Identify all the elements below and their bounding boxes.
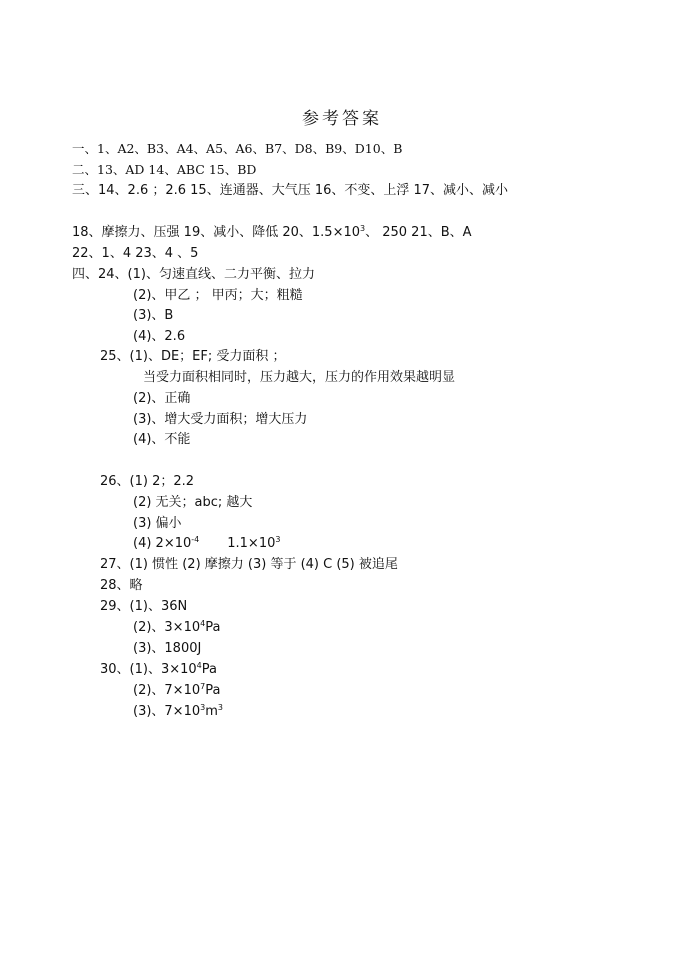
answer-22-23: 22、1、4 23、4 、5 [72, 246, 199, 261]
exponent: 3 [200, 703, 206, 712]
answer-30-2-text: (2)、7×10 [133, 683, 201, 698]
answer-24-4: (4)、2.6 [133, 329, 186, 344]
answer-30-1-text: 30、(1)、3×10 [100, 662, 197, 677]
answer-25-1: 25、(1)、DE；EF; 受力面积 ； [100, 349, 286, 364]
page-title: 参考答案 [302, 109, 382, 129]
answer-25-3: (3)、增大受力面积；增大压力 [133, 412, 308, 427]
answer-30-1 [100, 661, 217, 679]
exponent: 3 [217, 703, 223, 712]
exponent: 3 [275, 535, 281, 544]
unit-text: m [205, 704, 218, 719]
answer-30-2 [133, 682, 220, 700]
exponent: 4 [200, 619, 206, 628]
answer-24-3: (3)、B [133, 308, 174, 323]
answer-25-2: (2)、正确 [133, 391, 191, 406]
answer-29-2 [133, 619, 220, 637]
exponent: 3 [360, 224, 366, 233]
unit-text: Pa [201, 662, 217, 677]
answer-26-4-b: 1.1×10 [227, 536, 276, 551]
exponent: 7 [200, 682, 206, 691]
answer-29-2-text: (2)、3×10 [133, 620, 201, 635]
answer-18-20-text: 18、摩擦力、压强 19、减小、降低 20、1.5×10 [72, 225, 360, 240]
answer-29-3: (3)、1800J [133, 641, 202, 656]
answer-27: 27、(1) 惯性 (2) 摩擦力 (3) 等于 (4) C (5) 被追尾 [100, 557, 398, 572]
answer-section-2: 二、13、AD 14、ABC 15、BD [72, 162, 257, 177]
exponent: -4 [191, 535, 200, 544]
answer-26-1: 26、(1) 2；2.2 [100, 474, 195, 489]
answer-section-1: 一、1、A2、B3、A4、A5、A6、B7、D8、B9、D10、B [72, 141, 403, 156]
exponent: 4 [196, 661, 202, 670]
answer-25-conclusion: 当受力面积相同时，压力越大，压力的作用效果越明显 [143, 370, 456, 385]
answer-26-4 [133, 535, 280, 553]
answer-30-3 [133, 703, 223, 721]
answer-26-4-a: (4) 2×10 [133, 536, 192, 551]
unit-text: Pa [205, 683, 221, 698]
answer-26-2: (2) 无关；abc; 越大 [133, 495, 253, 510]
answer-28: 28、略 [100, 578, 143, 593]
answer-29-1: 29、(1)、36N [100, 599, 188, 614]
answer-24-2: (2)、甲乙 ； 甲丙；大；粗糙 [133, 288, 303, 303]
answer-25-4: (4)、不能 [133, 432, 191, 447]
answer-section-3: 三、14、2.6 ；2.6 15、连通器、大气压 16、不变、上浮 17、减小、减小 [72, 183, 509, 198]
answer-26-3: (3) 偏小 [133, 516, 182, 531]
unit-text: Pa [205, 620, 221, 635]
answer-20-21-text: 、 250 21、B、A [365, 225, 472, 240]
answer-24-1: 四、24、(1)、匀速直线、二力平衡、拉力 [72, 267, 315, 282]
answer-30-3-text: (3)、7×10 [133, 704, 201, 719]
answer-18-21 [72, 224, 472, 242]
